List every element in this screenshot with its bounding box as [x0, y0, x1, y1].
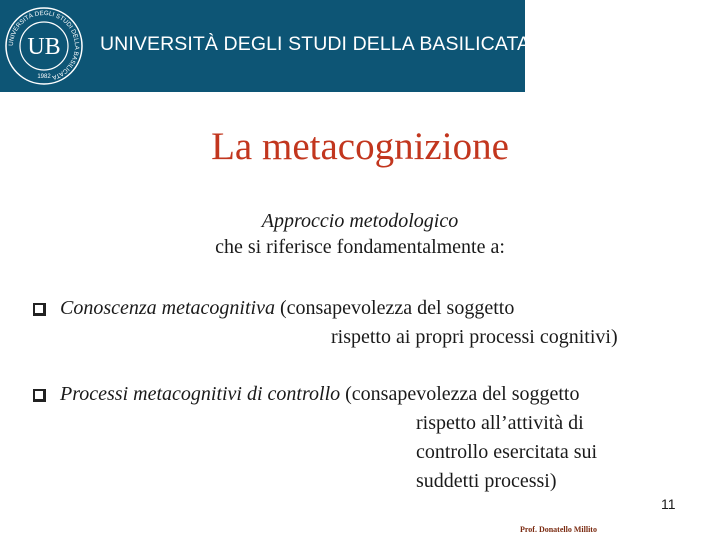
- page-number: 11: [661, 496, 676, 512]
- bullet-text: rispetto all’attività di: [416, 412, 584, 434]
- seal-year: 1982: [37, 74, 51, 80]
- bullet-text: (consapevolezza del soggetto: [274, 297, 515, 319]
- checkbox-square-icon: [33, 389, 46, 402]
- bullet-first-line: [60, 294, 514, 323]
- bullet-term: Processi metacognitivi di controllo: [60, 383, 341, 405]
- checkbox-square-icon: [33, 303, 46, 316]
- footer-author: Prof. Donatello Millito: [520, 525, 597, 534]
- bullet-first-line: [60, 380, 580, 409]
- university-banner: [0, 0, 531, 92]
- bullet-term: Conoscenza metacognitiva: [60, 297, 275, 319]
- university-name: UNIVERSITÀ DEGLI STUDI DELLA BASILICATA: [100, 33, 531, 55]
- seal-monogram: UB: [27, 34, 61, 60]
- slide-title: La metacognizione: [211, 125, 509, 168]
- bullet-text: rispetto ai propri processi cognitivi): [331, 326, 618, 348]
- university-seal-icon: [4, 6, 84, 86]
- bullet-text: suddetti processi): [416, 470, 557, 492]
- bullet-text: (consapevolezza del soggetto: [340, 383, 580, 405]
- subtitle-line-2: che si riferisce fondamentalmente a:: [215, 236, 505, 258]
- bullet-text: controllo esercitata sui: [416, 441, 598, 463]
- subtitle-line-1: Approccio metodologico: [261, 210, 459, 232]
- slide-subtitle: [160, 208, 560, 260]
- svg-text:UNIVERSITÀ DEGLI STUDI DELLA B: UNIVERSITÀ DEGLI STUDI DELLA BASILICATA: [7, 9, 81, 81]
